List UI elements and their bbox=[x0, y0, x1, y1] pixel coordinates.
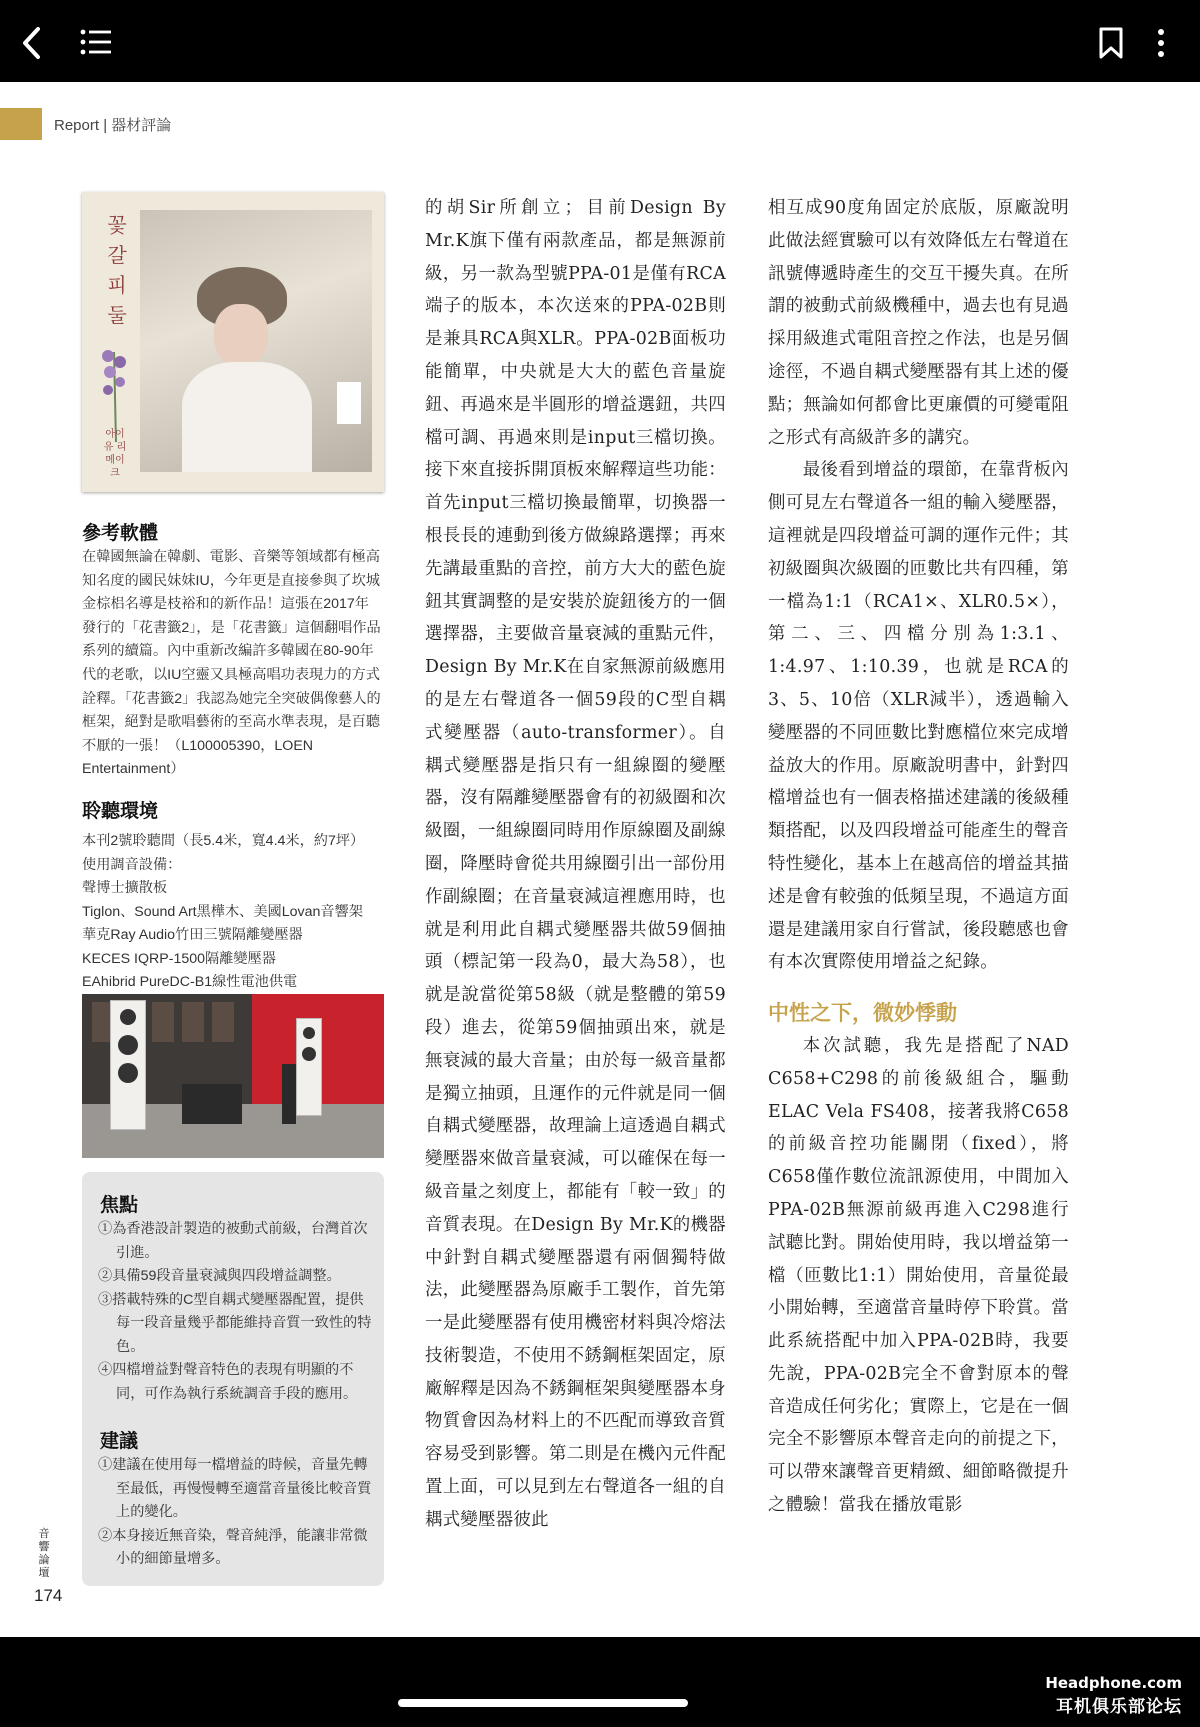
watermark bbox=[1045, 1674, 1182, 1717]
focus-list bbox=[98, 1218, 374, 1406]
watermark-line-1: Headphone.com bbox=[1045, 1674, 1182, 1692]
section-color-tab bbox=[0, 108, 42, 140]
listening-room-photo bbox=[82, 994, 384, 1158]
focus-item: ①為香港設計製造的被動式前級，台灣首次引進。 bbox=[98, 1221, 368, 1261]
focus-item: ③搭載特殊的C型自耦式變壓器配置，提供每一段音量幾乎都能維持音質一致性的特色。 bbox=[98, 1291, 372, 1355]
article-column-2 bbox=[768, 192, 1069, 1522]
speaker-driver bbox=[303, 1027, 315, 1039]
listening-item: 使用調音設備： bbox=[82, 856, 182, 873]
heading-spacer bbox=[768, 979, 1069, 997]
focus-item: ④四檔增益對聲音特色的表現有明顯的不同，可作為執行系統調音手段的應用。 bbox=[98, 1362, 358, 1402]
advice-item: ①建議在使用每一檔增益的時候，音量先轉至最低，再慢慢轉至適當音量後比較音質上的變化。 bbox=[98, 1457, 372, 1520]
album-subtitle: 아이유 리메이크 bbox=[103, 429, 127, 479]
listening-item: Tiglon、Sound Art黑樺木、美國Lovan音響架 bbox=[82, 903, 363, 920]
speaker-driver bbox=[302, 1047, 316, 1061]
table-of-contents-list-icon[interactable] bbox=[80, 28, 112, 56]
listening-item: EAhibrid PureDC-B1線性電池供電 bbox=[82, 974, 298, 990]
flower-icon bbox=[94, 342, 134, 442]
page-number: 174 bbox=[34, 1586, 63, 1605]
focus-advice-box bbox=[82, 1172, 384, 1586]
reference-text: 在韓國無論在韓劇、電影、音樂等領域都有極高知名度的國民妹妹IU，今年更是直接參與了坎城金棕梠名導是枝裕和的新作品！這張在2017年發行的「花書籤2」，是「花書籤」這個翻唱作品系列的續篇。內中重新改編許多韓國在80-90年代的老歌，以IU空靈又具極高唱功表現力的方式詮釋。「花書籤2」我認為她完全突破偶像藝人的框架，絕對是歌唱藝術的至高水準表現，是百聽不厭的一張！（L100005390，LOEN Entertainment） bbox=[82, 549, 381, 778]
equipment-rack bbox=[282, 1064, 296, 1124]
speaker-driver bbox=[118, 1035, 138, 1055]
magazine-name-label: 音響論壇 bbox=[38, 1528, 50, 1579]
advice-list bbox=[98, 1454, 374, 1572]
album-tag bbox=[337, 382, 361, 424]
diffuser-panel bbox=[182, 1002, 204, 1042]
listening-list bbox=[82, 830, 382, 995]
speaker-driver bbox=[118, 1063, 138, 1083]
diffuser-panel bbox=[212, 1002, 234, 1042]
listening-item: KECES IQRP-1500隔離變壓器 bbox=[82, 950, 276, 967]
focus-item: ②具備59段音量衰減與四段增益調整。 bbox=[98, 1268, 341, 1284]
subheading: 中性之下，微妙悸動 bbox=[768, 1001, 957, 1026]
advice-item: ②本身接近無音染，聲音純淨，能讓非常微小的細節量增多。 bbox=[98, 1527, 368, 1567]
reference-heading: 參考軟體 bbox=[82, 523, 159, 544]
album-photo-body bbox=[182, 362, 312, 472]
listening-item: 華克Ray Audio竹田三號隔離變壓器 bbox=[82, 927, 303, 943]
article-paragraph: 最後看到增益的環節，在靠背板內側可見左右聲道各一組的輸入變壓器，這裡就是四段增益可調的運作元件；其初級圈與次級圈的匝數比共有四種，第一檔為1:1（RCA1×、XLR0.5×），第二、三、四檔分別為1:3.1、1:4.97、1:10.39，也就是RCA的3、5、10倍（XLR減半），透過輸入變壓器的不同匝數比對應檔位來完成增益放大的作用。原廠說明書中，針對四檔增益也有一個表格描述建議的後級種類搭配，以及四段增益可能產生的聲音特性變化，基本上在越高倍的增益其描述是會有較強的低頻呈現，不過這方面還是建議用家自行嘗試，後段聽感也會有本次實際使用增益之紀錄。 bbox=[768, 460, 1069, 973]
speaker-driver bbox=[120, 1009, 136, 1025]
watermark-line-2: 耳机俱乐部论坛 bbox=[1056, 1697, 1182, 1717]
section-label: Report | 器材評論 bbox=[54, 117, 172, 134]
more-vertical-icon[interactable] bbox=[1154, 28, 1168, 58]
speaker-left bbox=[110, 1000, 146, 1130]
top-toolbar bbox=[0, 0, 1200, 82]
album-title: 꽃 갈피 둘 bbox=[107, 213, 127, 327]
article-paragraph: 的胡Sir所創立；目前Design By Mr.K旗下僅有兩款產品，都是無源前級，另一款為型號PPA-01是僅有RCA端子的版本，本次送來的PPA-02B則是兼具RCA與XLR。PPA-02B面板功能簡單，中央就是大大的藍色音量旋鈕、再過來是半圓形的增益選鈕，共四檔可調、再過來則是input三檔切換。接下來直接拆開頂板來解釋這些功能：首先input三檔切換最簡單，切換器一根長長的連動到後方做線路選擇；再來先講最重點的音控，前方大大的藍色旋鈕其實調整的是安裝於旋鈕後方的一個選擇器，主要做音量衰減的重點元件，Design By Mr.K在自家無源前級應用的是左右聲道各一個59段的C型自耦式變壓器（auto-transformer）。自耦式變壓器是指只有一組線圈的變壓器，沒有隔離變壓器會有的初級圈和次級圈，一組線圈同時用作原線圈及副線圈，降壓時會從共用線圈引出一部份用作副線圈；在音量衰減這裡應用時，也就是利用此自耦式變壓器共做59個抽頭（標記第一段為0，最大為58），也就是說當從第58級（就是整體的第59段）進去，從第59個抽頭出來，就是無衰減的最大音量；由於每一級音量都是獨立抽頭，且運作的元件就是同一個自耦式變壓器，故理論上這透過自耦式變壓器來做音量衰減，可以確保在每一級音量之刻度上，都能有「較一致」的音質表現。在Design By Mr.K的機器中針對自耦式變壓器還有兩個獨特做法，此變壓器為原廠手工製作，首先第一是此變壓器有使用機密材料與冷熔法技術製造，不使用不銹鋼框架固定，原廠解釋是因為不銹鋼框架與變壓器本身物質會因為材料上的不匹配而導致音質容易受到影響。第二則是在機內元件配置上面，可以見到左右聲道各一組的自耦式變壓器彼此 bbox=[425, 198, 726, 1530]
album-cover-image bbox=[82, 192, 384, 492]
article-paragraph: 相互成90度角固定於底版，原廠說明此做法經實驗可以有效降低左右聲道在訊號傳遞時產生的交互干擾失真。在所謂的被動式前級機種中，過去也有見過採用級進式電阻音控之作法，也是另個途徑，不過自耦式變壓器有其上述的優點；無論如何都會比更廉價的可變電阻之形式有高級許多的講究。 bbox=[768, 198, 1069, 448]
equipment-rack bbox=[182, 1084, 242, 1124]
speaker-right bbox=[296, 1018, 322, 1116]
listening-heading: 聆聽環境 bbox=[82, 801, 159, 822]
listening-item: 聲博士擴散板 bbox=[82, 880, 168, 896]
diffuser-panel bbox=[152, 1002, 174, 1042]
advice-heading: 建議 bbox=[100, 1431, 139, 1452]
focus-heading: 焦點 bbox=[100, 1195, 139, 1216]
bookmark-icon[interactable] bbox=[1098, 26, 1124, 60]
article-paragraph: 本次試聽，我先是搭配了NAD C658+C298的前後級組合，驅動ELAC Vela FS408，接著我將C658的前級音控功能關閉（fixed），將C658僅作數位流訊源使用，中間加入PPA-02B無源前級再進入C298進行試聽比對。開始使用時，我以增益第一檔（匝數比1:1）開始使用，音量從最小開始轉，至適當音量時停下聆賞。當此系統搭配中加入PPA-02B時，我要先說，PPA-02B完全不會對原本的聲音造成任何劣化；實際上，它是在一個完全不影響原本聲音走向的前提之下，可以帶來讓聲音更精緻、細節略微提升之體驗！當我在播放電影 bbox=[768, 1035, 1069, 1516]
home-indicator[interactable] bbox=[398, 1699, 688, 1707]
album-photo-face bbox=[214, 304, 268, 366]
back-chevron-icon[interactable] bbox=[20, 26, 42, 60]
bottom-bar bbox=[0, 1637, 1200, 1727]
article-column-1 bbox=[425, 192, 726, 1537]
listening-item: 本刊2號聆聽間（長5.4米，寬4.4米，約7坪） bbox=[82, 833, 365, 849]
